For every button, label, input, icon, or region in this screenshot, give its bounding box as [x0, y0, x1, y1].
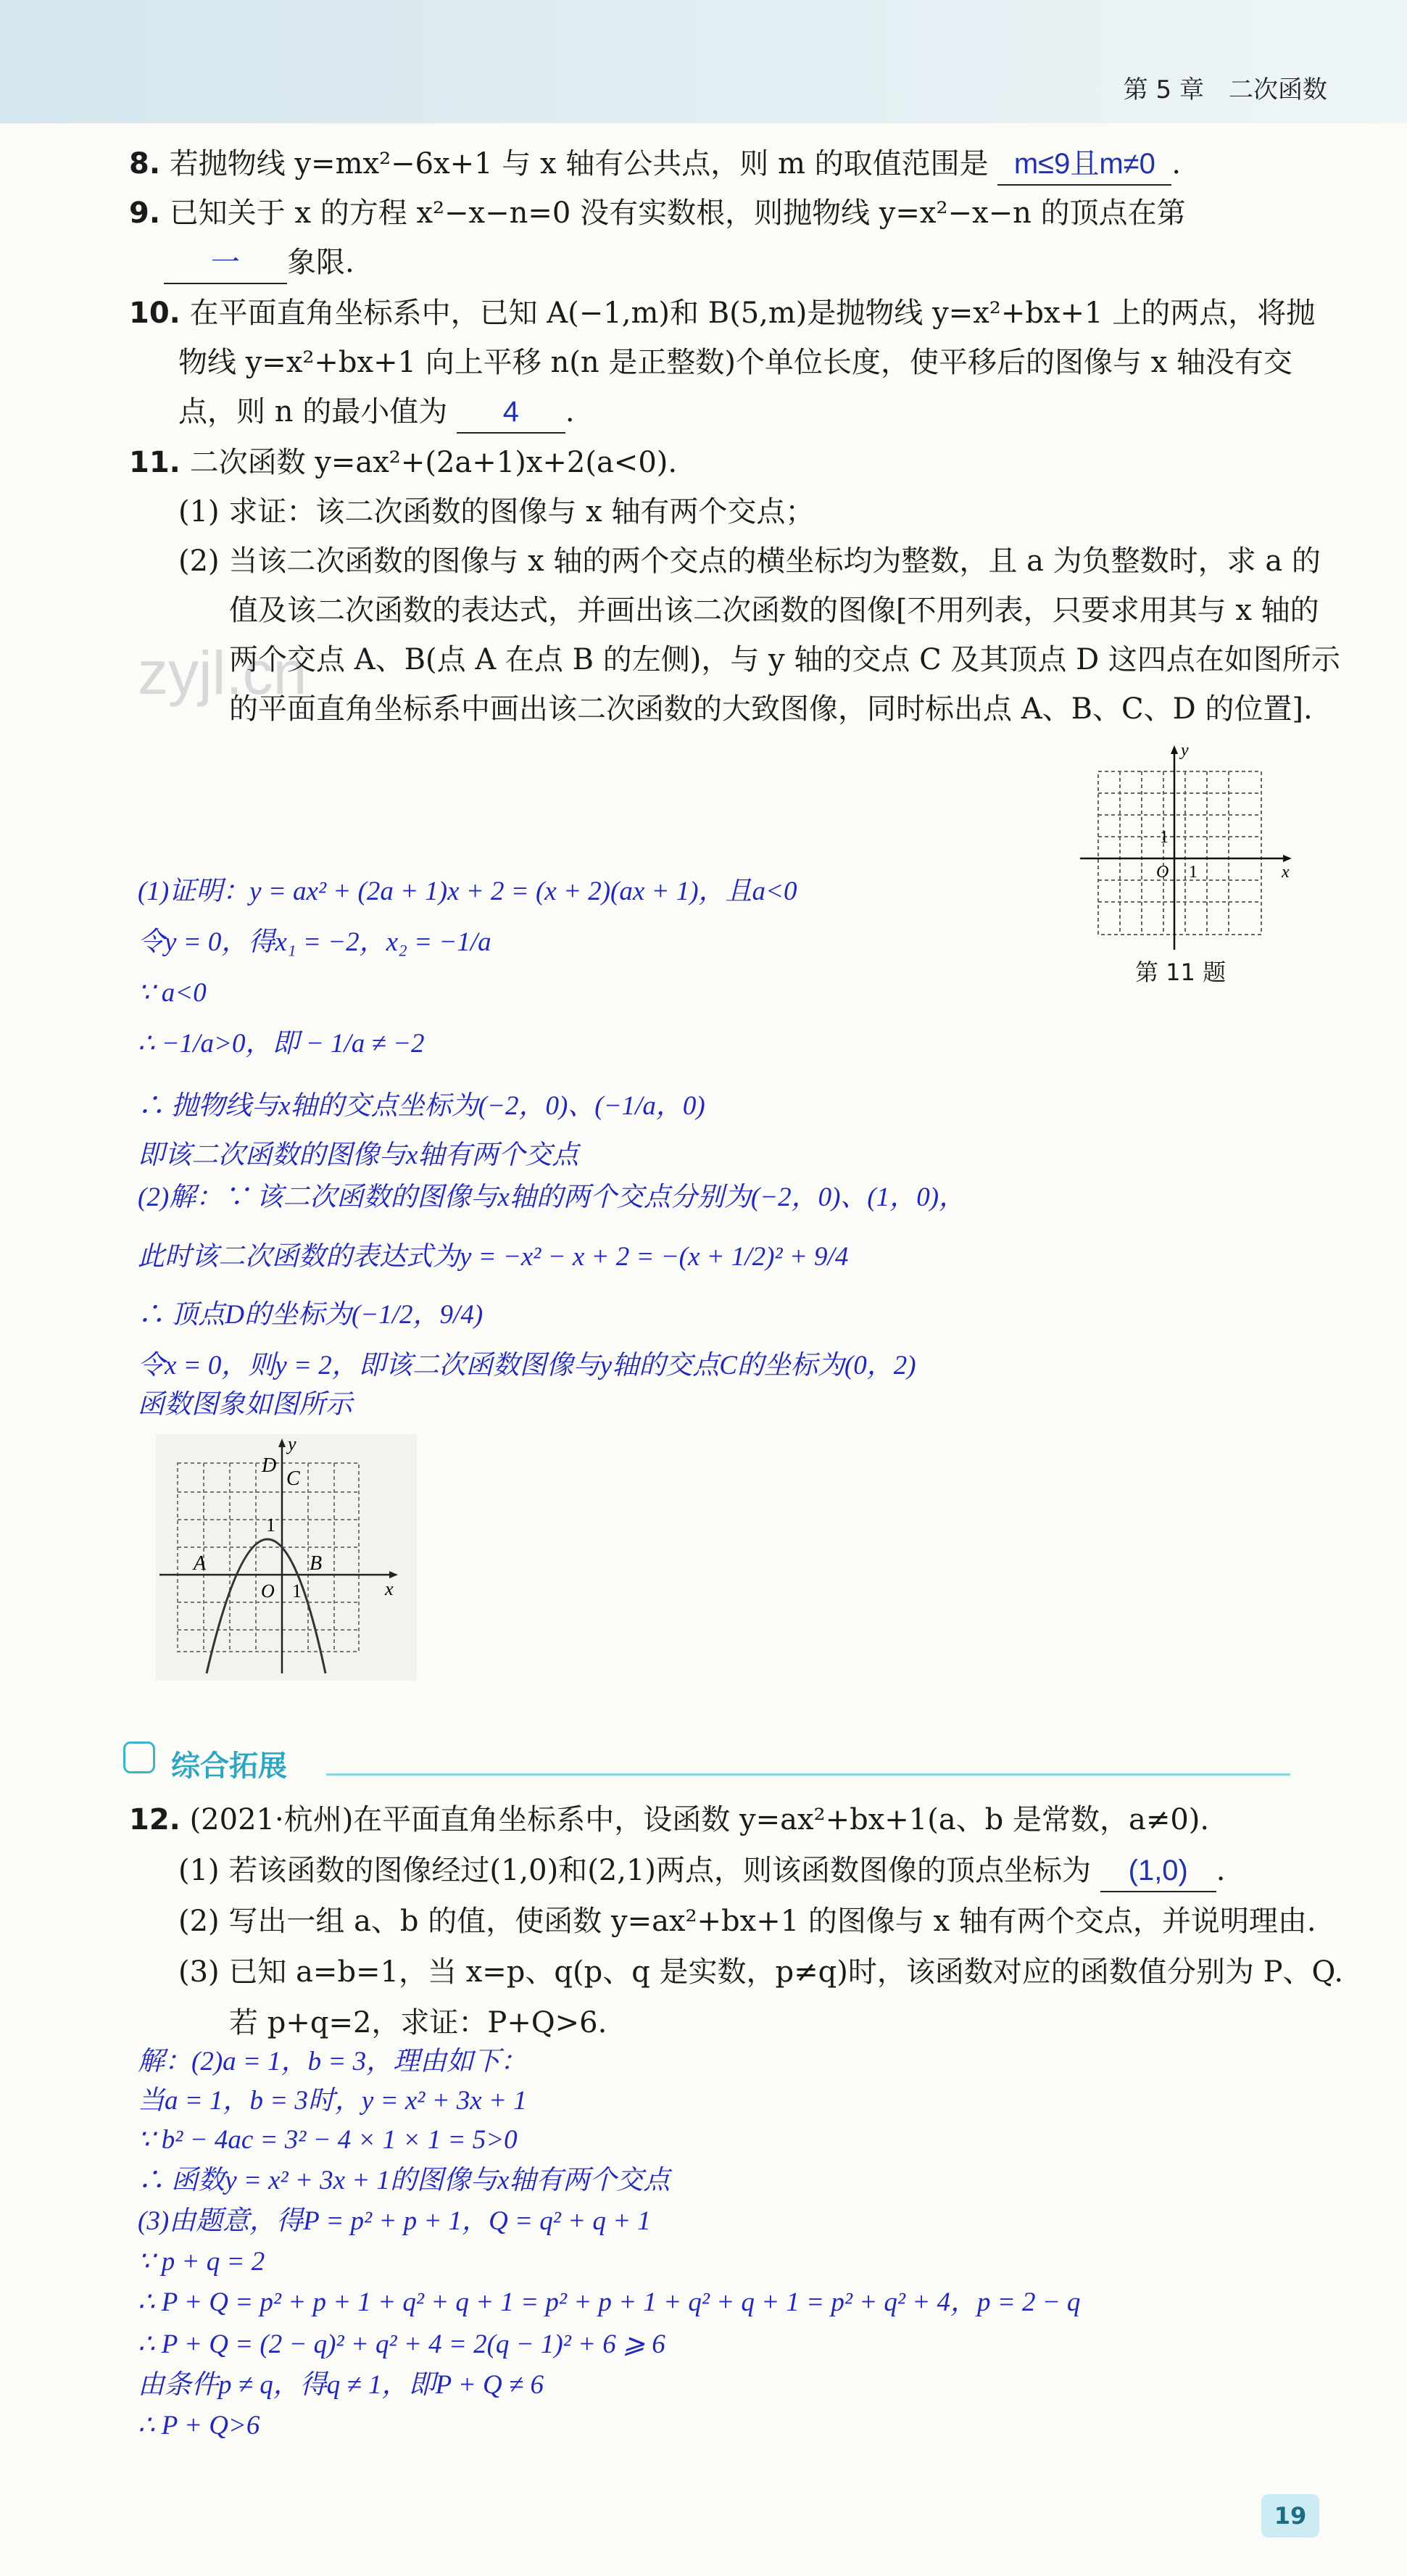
x-label: x: [385, 1578, 394, 1599]
question-text: 点，则 n 的最小值为: [178, 395, 448, 428]
question-12-part2: (2) 写出一组 a、b 的值，使函数 y=ax²+bx+1 的图像与 x 轴有两个交点，并说明理由.: [178, 1905, 1316, 1938]
question-11-part2-line1: (2) 当该二次函数的图像与 x 轴的两个交点的横坐标均为整数，且 a 为负整数时，求 a 的: [178, 544, 1321, 578]
answer-blank: 4: [457, 392, 565, 434]
point-b-label: B: [310, 1552, 323, 1575]
question-12: [129, 1800, 1209, 1840]
origin-label: O: [261, 1581, 275, 1602]
question-number: 10.: [129, 297, 180, 330]
answer-11-line3: ∵ a<0: [138, 978, 207, 1008]
section-title: 综合拓展: [171, 1749, 287, 1783]
answer-11-line6: 即该二次函数的图像与x轴有两个交点: [138, 1140, 579, 1170]
unit-y-label: 1: [1160, 828, 1169, 847]
answer-11-line10: 令x = 0，则y = 2，即该二次函数图像与y轴的交点C的坐标为(0，2): [138, 1351, 916, 1380]
answer-blank: 一: [164, 242, 287, 284]
question-text: 在平面直角坐标系中，已知 A(−1,m)和 B(5,m)是抛物线 y=x²+bx+1 上的两点，将抛: [189, 297, 1316, 330]
question-text: 象限.: [287, 246, 354, 279]
answer-11-line5: ∴ 抛物线与x轴的交点坐标为(−2，0)、(−1/a，0): [138, 1091, 705, 1121]
answer-11-line11: 函数图象如图所示: [138, 1390, 352, 1420]
answer-12-line8: ∴ P + Q = (2 − q)² + q² + 4 = 2(q − 1)² + 6 ⩾ 6: [138, 2329, 665, 2359]
answer-11-line7: (2)解：∵ 该二次函数的图像与x轴的两个交点分别为(−2，0)、(1，0)，: [138, 1183, 966, 1212]
y-label: y: [288, 1434, 296, 1454]
section-rule: [326, 1773, 1290, 1776]
empty-grid-figure: [1080, 740, 1298, 950]
origin-label: O: [1156, 863, 1169, 882]
question-text: (1) 若该函数的图像经过(1,0)和(2,1)两点，则该函数图像的顶点坐标为: [178, 1854, 1092, 1887]
question-12-part3-line1: (3) 已知 a=b=1，当 x=p、q(p、q 是实数，p≠q)时，该函数对应的函数值分别为 P、Q.: [178, 1955, 1344, 1989]
question-11: [129, 442, 677, 483]
watermark: zyjl.cn: [138, 639, 307, 707]
chapter-title: 第 5 章 二次函数: [1123, 75, 1327, 104]
x-label: x: [1282, 863, 1290, 882]
section-header: [123, 1742, 1290, 1783]
answer-11-line2: 令y = 0，得x₁ = −2，x₂ = −1/a: [138, 927, 491, 957]
question-text: 若抛物线 y=mx²−6x+1 与 x 轴有公共点，则 m 的取值范围是: [169, 147, 989, 181]
answer-blank: m≤9且m≠0: [997, 144, 1171, 186]
answer-12-line6: ∵ p + q = 2: [138, 2247, 265, 2277]
parabola-figure: [156, 1434, 417, 1681]
question-number: 12.: [129, 1803, 180, 1836]
question-9-line2: [164, 242, 354, 284]
question-9: [129, 193, 1186, 233]
answer-12-line4: ∴ 函数y = x² + 3x + 1的图像与x轴有两个交点: [138, 2166, 671, 2195]
answer-12-line1: 解：(2)a = 1，b = 3，理由如下：: [138, 2047, 528, 2076]
point-d-label: D: [262, 1454, 277, 1477]
question-11-part2-line2: 值及该二次函数的表达式，并画出该二次函数的图像[不用列表，只要求用其与 x 轴的: [229, 594, 1319, 627]
question-11-part2-line4: 的平面直角坐标系中画出该二次函数的大致图像，同时标出点 A、B、C、D 的位置].: [229, 692, 1313, 726]
question-number: 9.: [129, 196, 161, 230]
punct: .: [1171, 147, 1182, 181]
unit-y-label: 1: [266, 1515, 275, 1536]
question-12-part3-line2: 若 p+q=2，求证：P+Q>6.: [229, 2006, 607, 2039]
answer-12-line5: (3)由题意，得P = p² + p + 1，Q = q² + q + 1: [138, 2206, 651, 2236]
figure-caption: 第 11 题: [1135, 958, 1227, 986]
page-number: 19: [1261, 2494, 1319, 2538]
answer-11-line4: ∴ −1/a>0，即 − 1/a ≠ −2: [138, 1029, 425, 1059]
question-10-line3: [178, 392, 575, 434]
answer-12-line7: ∴ P + Q = p² + p + 1 + q² + q + 1 = p² + p + 1 + q² + q + 1 = p² + q² + 4，p = 2 − q: [138, 2287, 1081, 2317]
answer-12-line2: 当a = 1，b = 3时，y = x² + 3x + 1: [138, 2086, 527, 2116]
question-8: [129, 144, 1181, 186]
answer-11-line8: 此时该二次函数的表达式为y = −x² − x + 2 = −(x + 1/2)² + 9/4: [138, 1242, 849, 1272]
unit-x-label: 1: [292, 1581, 302, 1602]
answer-11-line1: (1)证明：y = ax² + (2a + 1)x + 2 = (x + 2)(ax + 1)，且a<0: [138, 877, 797, 906]
question-text: (2021·杭州)在平面直角坐标系中，设函数 y=ax²+bx+1(a、b 是常数，a≠0).: [189, 1803, 1210, 1836]
question-10-line2: 物线 y=x²+bx+1 向上平移 n(n 是正整数)个单位长度，使平移后的图像与 x 轴没有交: [178, 346, 1292, 379]
answer-11-line9: ∴ 顶点D的坐标为(−1/2，9/4): [138, 1300, 483, 1330]
question-11-part1: (1) 求证：该二次函数的图像与 x 轴有两个交点；: [178, 495, 815, 529]
point-a-label: A: [194, 1552, 207, 1575]
question-12-part1: [178, 1850, 1225, 1892]
question-text: 已知关于 x 的方程 x²−x−n=0 没有实数根，则抛物线 y=x²−x−n 的顶点在第: [169, 196, 1186, 230]
punct: .: [565, 395, 575, 428]
answer-12-line10: ∴ P + Q>6: [138, 2411, 260, 2440]
answer-12-line3: ∵ b² − 4ac = 3² − 4 × 1 × 1 = 5>0: [138, 2125, 518, 2155]
y-label: y: [1181, 741, 1189, 760]
answer-12-line9: 由条件p ≠ q，得q ≠ 1，即P + Q ≠ 6: [138, 2370, 544, 2400]
question-number: 11.: [129, 446, 180, 479]
question-number: 8.: [129, 147, 161, 181]
punct: .: [1216, 1854, 1226, 1887]
answer-blank: (1,0): [1100, 1850, 1216, 1892]
unit-x-label: 1: [1189, 863, 1198, 882]
checklist-icon: [123, 1742, 155, 1773]
question-11-part2-line3: 两个交点 A、B(点 A 在点 B 的左侧)，与 y 轴的交点 C 及其顶点 D 这四点在如图所示: [229, 643, 1340, 676]
point-c-label: C: [286, 1467, 300, 1490]
question-10: [129, 293, 1315, 334]
question-text: 二次函数 y=ax²+(2a+1)x+2(a<0).: [189, 446, 678, 479]
